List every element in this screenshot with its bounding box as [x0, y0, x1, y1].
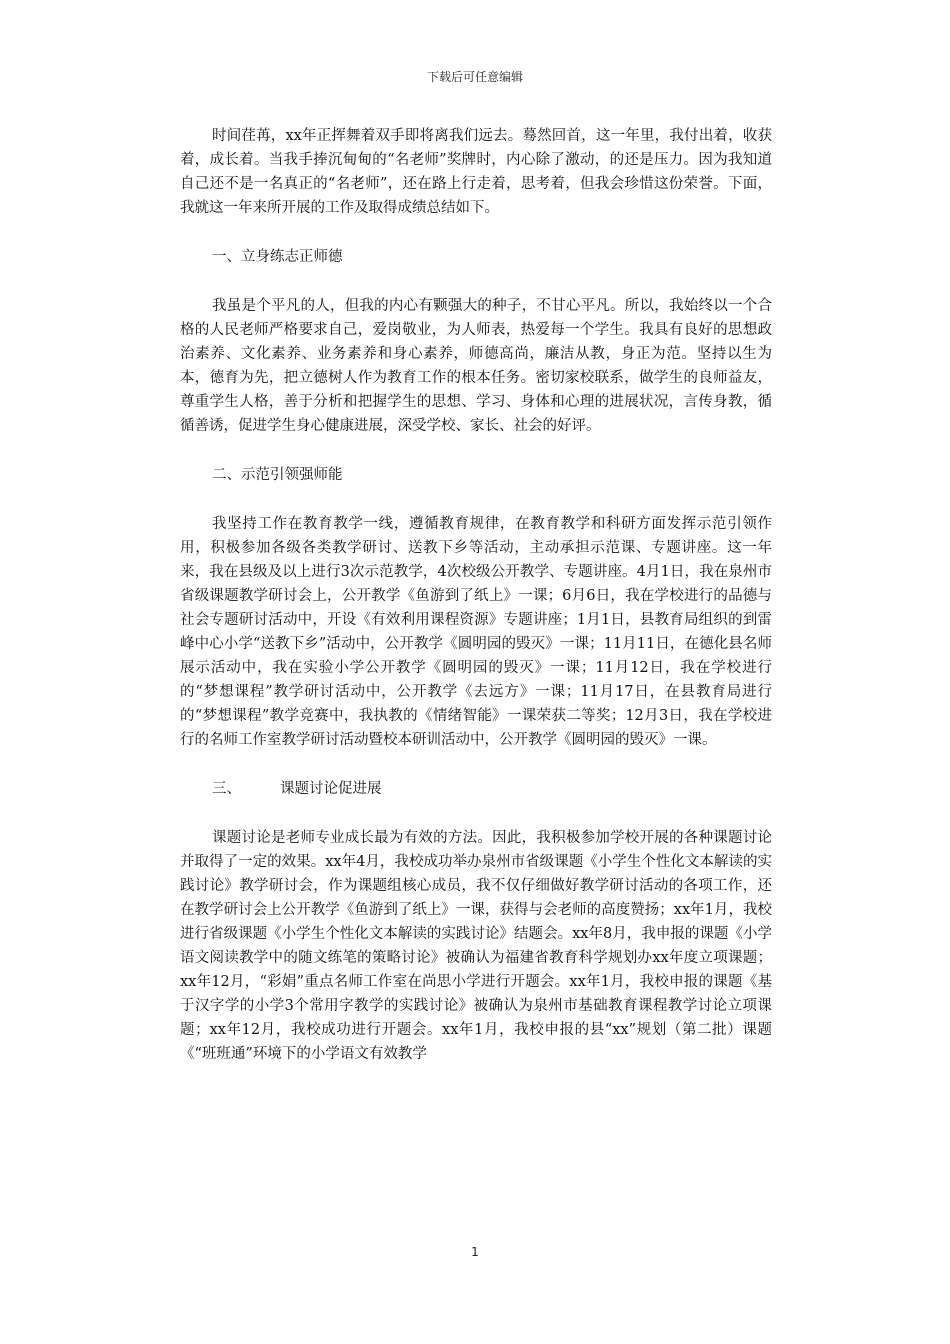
section-1-paragraph: 我虽是个平凡的人，但我的内心有颗强大的种子，不甘心平凡。所以，我始终以一个合格的人民老师严格要求自己，爱岗敬业，为人师表，热爱每一个学生。我具有良好的思想政治素养、文化素养、业务素养和身心素养，师德高尚，廉洁从教，身正为范。坚持以生为本，德育为先，把立德树人作为教育工作的根本任务。密切家校联系，做学生的良师益友，尊重学生人格，善于分析和把握学生的思想、学习、身体和心理的进展状况，言传身教，循循善诱，促进学生身心健康进展，深受学校、家长、社会的好评。 — [180, 298, 772, 434]
section-heading-3 — [180, 777, 772, 801]
section-3-paragraph: 课题讨论是老师专业成长最为有效的方法。因此，我积极参加学校开展的各种课题讨论并取得了一定的效果。xx年4月，我校成功举办泉州市省级课题《小学生个性化文本解读的实践讨论》教学研讨会，作为课题组核心成员，我不仅仔细做好教学研讨活动的各项工作，还在教学研讨会上公开教学《鱼游到了纸上》一课，获得与会老师的高度赞扬；xx年1月，我校进行省级课题《小学生个性化文本解读的实践讨论》结题会。xx年8月，我申报的课题《小学语文阅读教学中的随文练笔的策略讨论》被确认为福建省教育科学规划办xx年度立项课题；xx年12月，“彩娟”重点名师工作室在尚思小学进行开题会。xx年1月，我校申报的课题《基于汉字学的小学3个常用字教学的实践讨论》被确认为泉州市基础教育课程教学讨论立项课题；xx年12月，我校成功进行开题会。xx年1月，我校申报的县“xx”规划（第二批）课题《“班班通”环境下的小学语文有效教学 — [180, 830, 772, 1062]
document-body — [180, 124, 772, 1091]
intro-paragraph: 时间荏苒，xx年正挥舞着双手即将离我们远去。蓦然回首，这一年里，我付出着，收获着，成长着。当我手捧沉甸甸的“名老师”奖牌时，内心除了激动，的还是压力。因为我知道自己还不是一名真正的“名老师”，还在路上行走着，思考着，但我会珍惜这份荣誉。下面，我就这一年来所开展的工作及取得成绩总结如下。 — [180, 128, 772, 216]
page-header: 下载后可任意编辑 — [426, 70, 523, 84]
section-heading-3-number: 三、 — [212, 781, 241, 797]
section-heading-2: 二、示范引领强师能 — [212, 467, 343, 483]
page-number: 1 — [471, 1245, 479, 1259]
section-heading-3-title: 课题讨论促进展 — [280, 781, 382, 797]
section-heading-1: 一、立身练志正师德 — [212, 249, 343, 265]
section-2-paragraph: 我坚持工作在教育教学一线，遵循教育规律，在教育教学和科研方面发挥示范引领作用，积极参加各级各类教学研讨、送教下乡等活动，主动承担示范课、专题讲座。这一年来，我在县级及以上进行3次示范教学，4次校级公开教学、专题讲座。4月1日，我在泉州市省级课题教学研讨会上，公开教学《鱼游到了纸上》一课；6月6日，我在学校进行的品德与社会专题研讨活动中，开设《有效利用课程资源》专题讲座；1月1日，县教育局组织的到雷峰中心小学“送教下乡”活动中，公开教学《圆明园的毁灭》一课；11月11日，在德化县名师展示活动中，我在实验小学公开教学《圆明园的毁灭》一课；11月12日，我在学校进行的“梦想课程”教学研讨活动中，公开教学《去远方》一课；11月17日，在县教育局进行的“梦想课程”教学竞赛中，我执教的《情绪智能》一课荣获二等奖；12月3日，我在学校进行的名师工作室教学研讨活动暨校本研训活动中，公开教学《圆明园的毁灭》一课。 — [180, 516, 772, 748]
